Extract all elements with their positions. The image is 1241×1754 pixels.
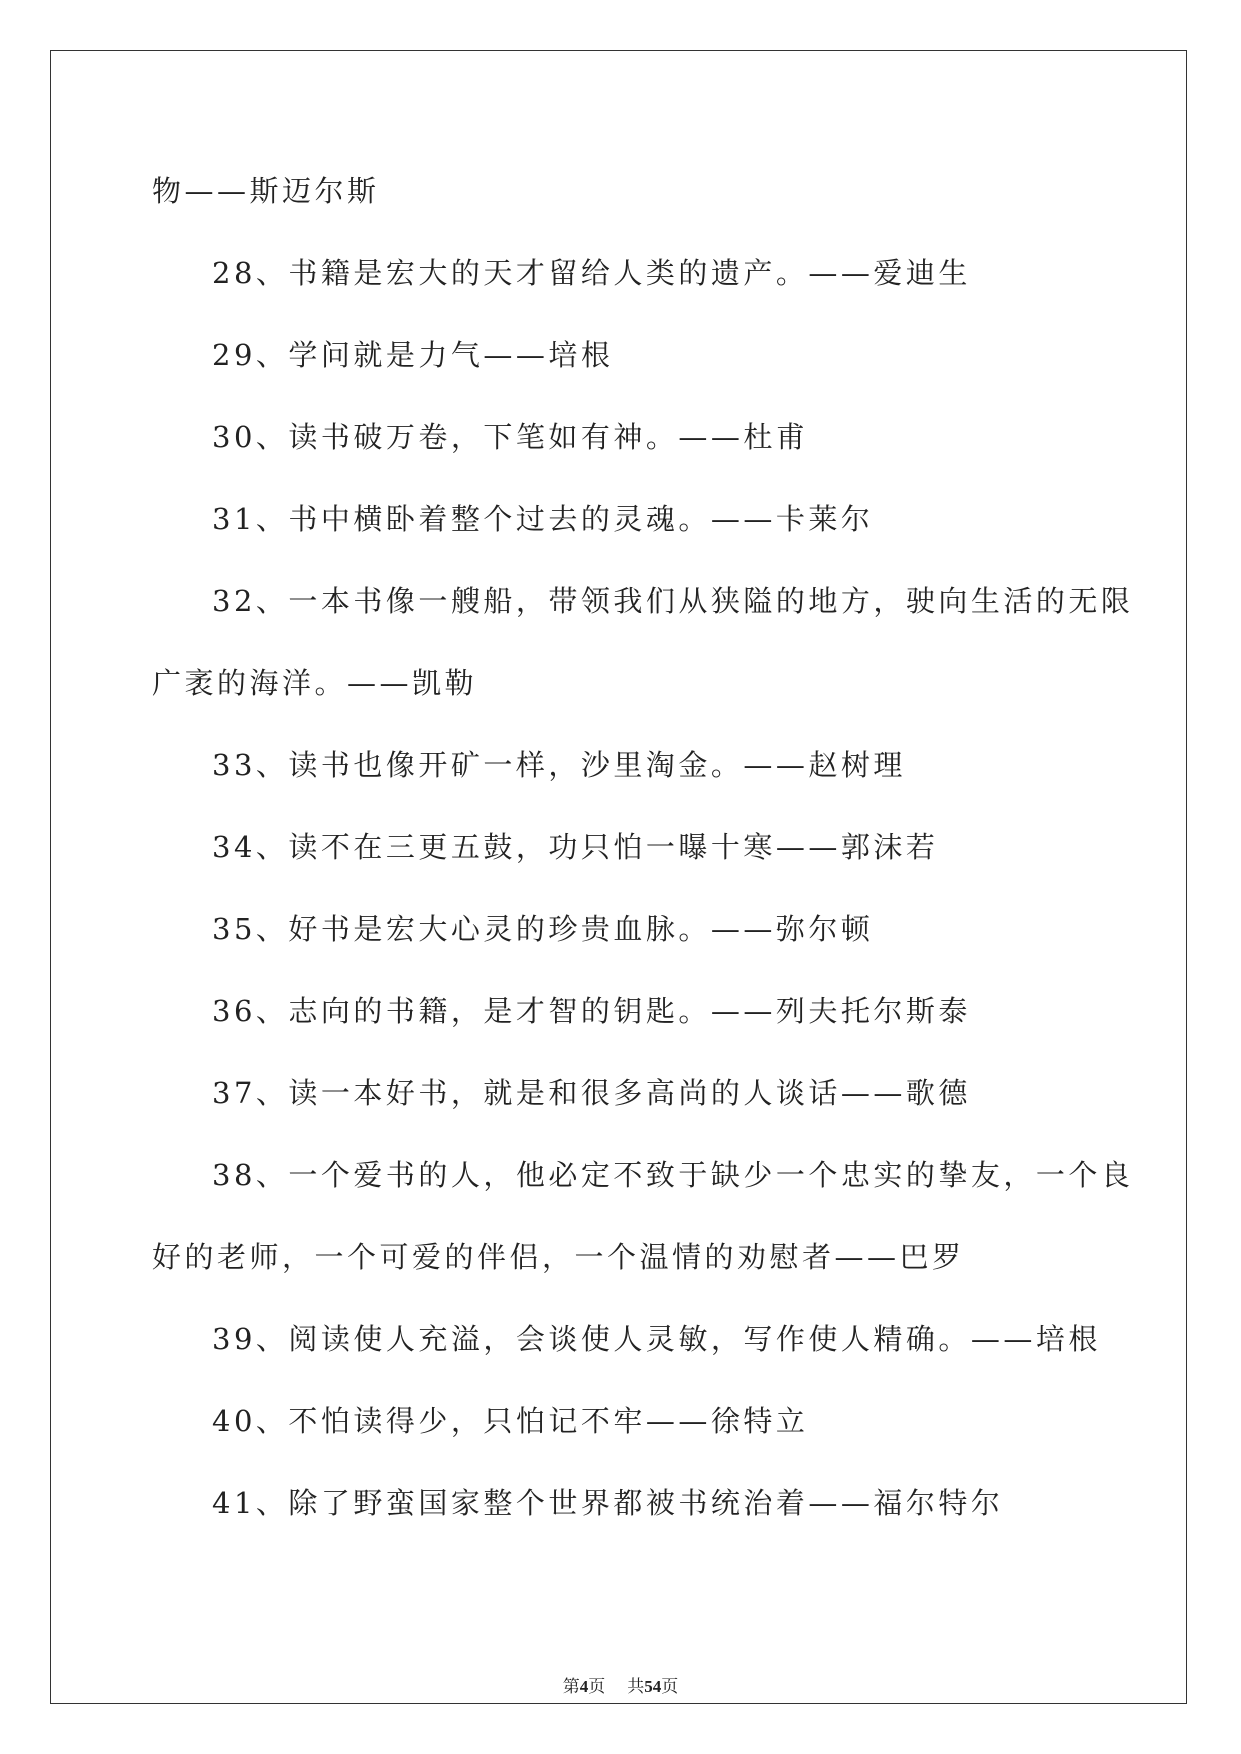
text-line: 广袤的海洋。——凯勒 xyxy=(152,666,478,700)
page-footer xyxy=(0,1676,1241,1698)
total-suffix: 页 xyxy=(661,1677,679,1696)
quote-40: 40、不怕读得少，只怕记不牢——徐特立 xyxy=(212,1404,809,1438)
quote-29: 29、学问就是力气——培根 xyxy=(212,338,614,372)
quote-32: 32、一本书像一艘船，带领我们从狭隘的地方，驶向生活的无限 xyxy=(212,584,1134,618)
page-border xyxy=(50,50,1187,1704)
total-prefix: 共 xyxy=(627,1677,645,1696)
quote-35: 35、好书是宏大心灵的珍贵血脉。——弥尔顿 xyxy=(212,912,874,946)
quote-28: 28、书籍是宏大的天才留给人类的遗产。——爱迪生 xyxy=(212,256,971,290)
quote-31: 31、书中横卧着整个过去的灵魂。——卡莱尔 xyxy=(212,502,874,536)
text-line: 好的老师，一个可爱的伴侣，一个温情的劝慰者——巴罗 xyxy=(152,1240,965,1274)
quote-39: 39、阅读使人充溢，会谈使人灵敏，写作使人精确。——培根 xyxy=(212,1322,1101,1356)
quote-37: 37、读一本好书，就是和很多高尚的人谈话——歌德 xyxy=(212,1076,971,1110)
quote-34: 34、读不在三更五鼓，功只怕一曝十寒——郭沫若 xyxy=(212,830,939,864)
quote-33: 33、读书也像开矿一样，沙里淘金。——赵树理 xyxy=(212,748,906,782)
quote-30: 30、读书破万卷，下笔如有神。——杜甫 xyxy=(212,420,809,454)
quote-41: 41、除了野蛮国家整个世界都被书统治着——福尔特尔 xyxy=(212,1486,1004,1520)
total-pages: 54 xyxy=(644,1677,662,1696)
quote-38: 38、一个爱书的人，他必定不致于缺少一个忠实的挚友，一个良 xyxy=(212,1158,1134,1192)
page-suffix: 页 xyxy=(588,1677,606,1696)
text-line: 物——斯迈尔斯 xyxy=(152,174,380,208)
page-prefix: 第 xyxy=(562,1677,580,1696)
page-number: 4 xyxy=(579,1677,589,1696)
quote-36: 36、志向的书籍，是才智的钥匙。——列夫托尔斯泰 xyxy=(212,994,971,1028)
